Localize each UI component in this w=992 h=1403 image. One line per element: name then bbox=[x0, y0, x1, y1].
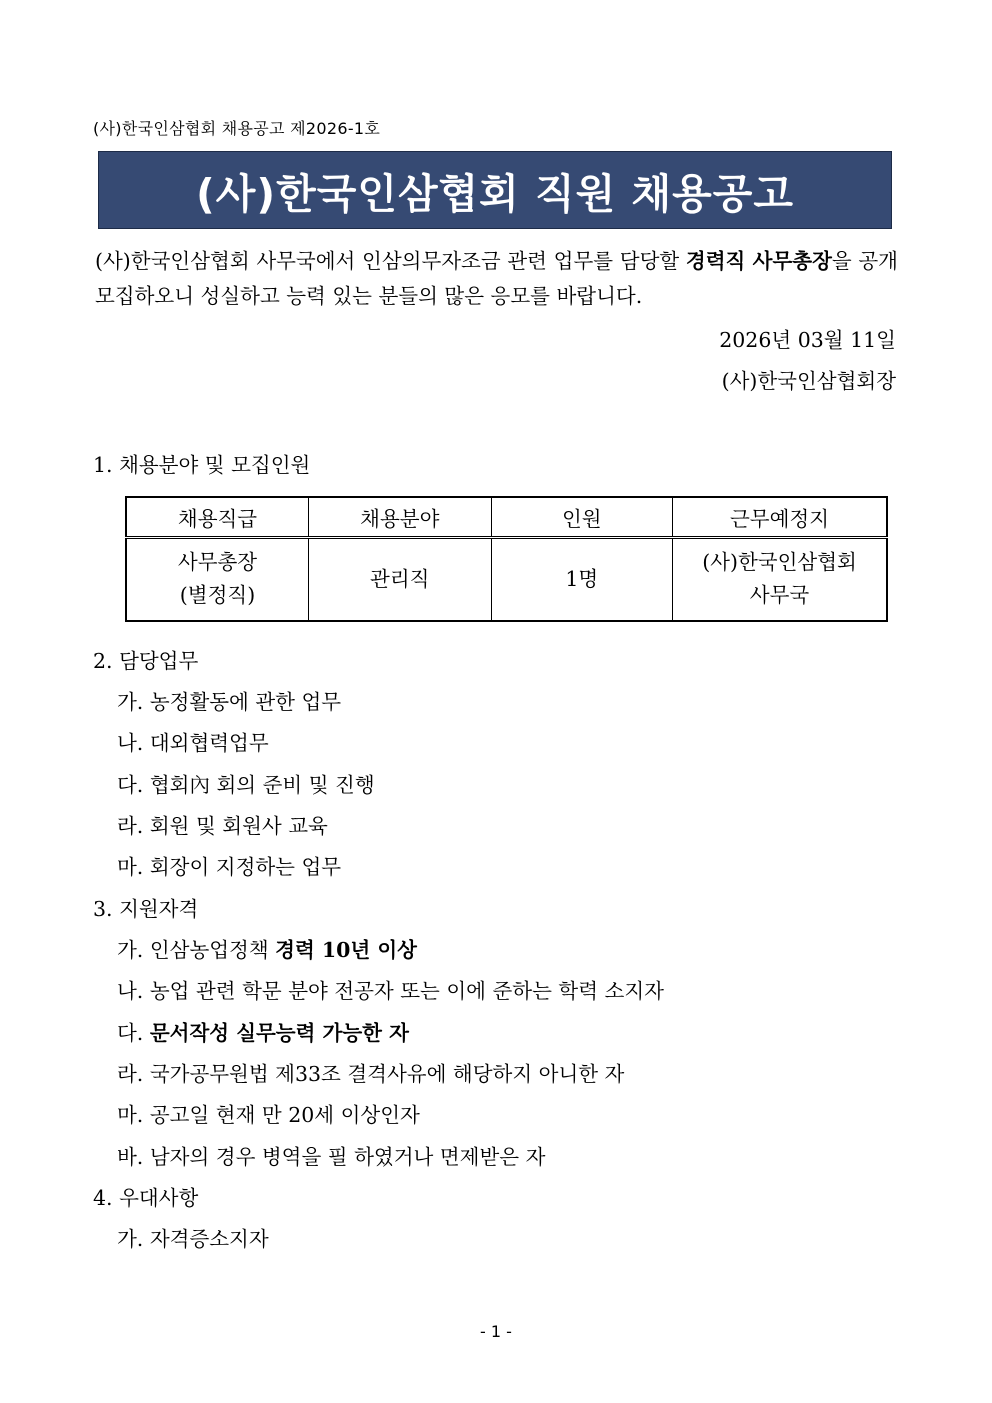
section-2-heading: 2. 담당업무 bbox=[93, 649, 199, 673]
qualification-item bbox=[117, 933, 417, 963]
recruitment-table bbox=[125, 496, 888, 622]
cell-grade bbox=[126, 537, 309, 621]
intro-paragraph bbox=[95, 244, 898, 314]
section-1-heading: 1. 채용분야 및 모집인원 bbox=[93, 453, 311, 477]
table-row bbox=[126, 537, 887, 621]
qualification-item: 나. 농업 관련 학문 분야 전공자 또는 이에 준하는 학력 소지자 bbox=[117, 979, 664, 1003]
duty-item: 나. 대외협력업무 bbox=[117, 731, 269, 755]
qualification-item bbox=[117, 1016, 409, 1046]
notice-number: (사)한국인삼협회 채용공고 제2026-1호 bbox=[93, 119, 381, 138]
section-4-heading: 4. 우대사항 bbox=[93, 1186, 199, 1210]
qualification-item: 라. 국가공무원법 제33조 결격사유에 해당하지 아니한 자 bbox=[117, 1062, 625, 1086]
qualification-item: 마. 공고일 현재 만 20세 이상인자 bbox=[117, 1103, 420, 1127]
qualification-item: 바. 남자의 경우 병역을 필 하였거나 면제받은 자 bbox=[117, 1145, 546, 1169]
column-header-place: 근무예정지 bbox=[673, 497, 887, 537]
intro-text-before: (사)한국인삼협회 사무국에서 인삼의무자조금 관련 업무를 담당할 bbox=[95, 249, 686, 273]
qualification-item-bold: 문서작성 실무능력 가능한 자 bbox=[149, 1021, 409, 1045]
duty-item: 라. 회원 및 회원사 교육 bbox=[117, 814, 328, 838]
page-number: - 1 - bbox=[480, 1322, 512, 1341]
duty-item: 가. 농정활동에 관한 업무 bbox=[117, 690, 342, 714]
cell-field: 관리직 bbox=[309, 537, 492, 621]
cell-place-line2: 사무국 bbox=[749, 583, 810, 608]
duty-item: 마. 회장이 지정하는 업무 bbox=[117, 855, 342, 879]
intro-text-after: 을 공개모집하오니 성실하고 능력 있는 분들의 많은 응모를 바랍니다. bbox=[95, 249, 898, 308]
notice-date: 2026년 03월 11일 bbox=[719, 328, 896, 352]
cell-count: 1명 bbox=[491, 537, 673, 621]
intro-bold-position: 경력직 사무총장 bbox=[685, 249, 832, 273]
section-3-heading: 3. 지원자격 bbox=[93, 897, 199, 921]
column-header-count: 인원 bbox=[491, 497, 673, 537]
qualification-item-prefix: 다. bbox=[117, 1021, 150, 1045]
preference-item: 가. 자격증소지자 bbox=[117, 1227, 269, 1251]
cell-place-line1: (사)한국인삼협회 bbox=[702, 550, 857, 575]
cell-grade-line1: 사무총장 bbox=[177, 550, 258, 575]
column-header-field: 채용분야 bbox=[309, 497, 492, 537]
table-header-row bbox=[126, 497, 887, 537]
qualification-item-prefix: 가. 인삼농업정책 bbox=[117, 938, 276, 962]
cell-grade-line2: (별정직) bbox=[179, 583, 256, 608]
page-title: (사)한국인삼협회 직원 채용공고 bbox=[196, 169, 794, 218]
column-header-grade: 채용직급 bbox=[126, 497, 309, 537]
cell-place bbox=[673, 537, 887, 621]
issuer-name: (사)한국인삼협회장 bbox=[721, 369, 896, 393]
qualification-item-bold: 경력 10년 이상 bbox=[275, 938, 417, 962]
title-banner bbox=[98, 151, 892, 229]
duty-item: 다. 협회內 회의 준비 및 진행 bbox=[117, 773, 375, 797]
